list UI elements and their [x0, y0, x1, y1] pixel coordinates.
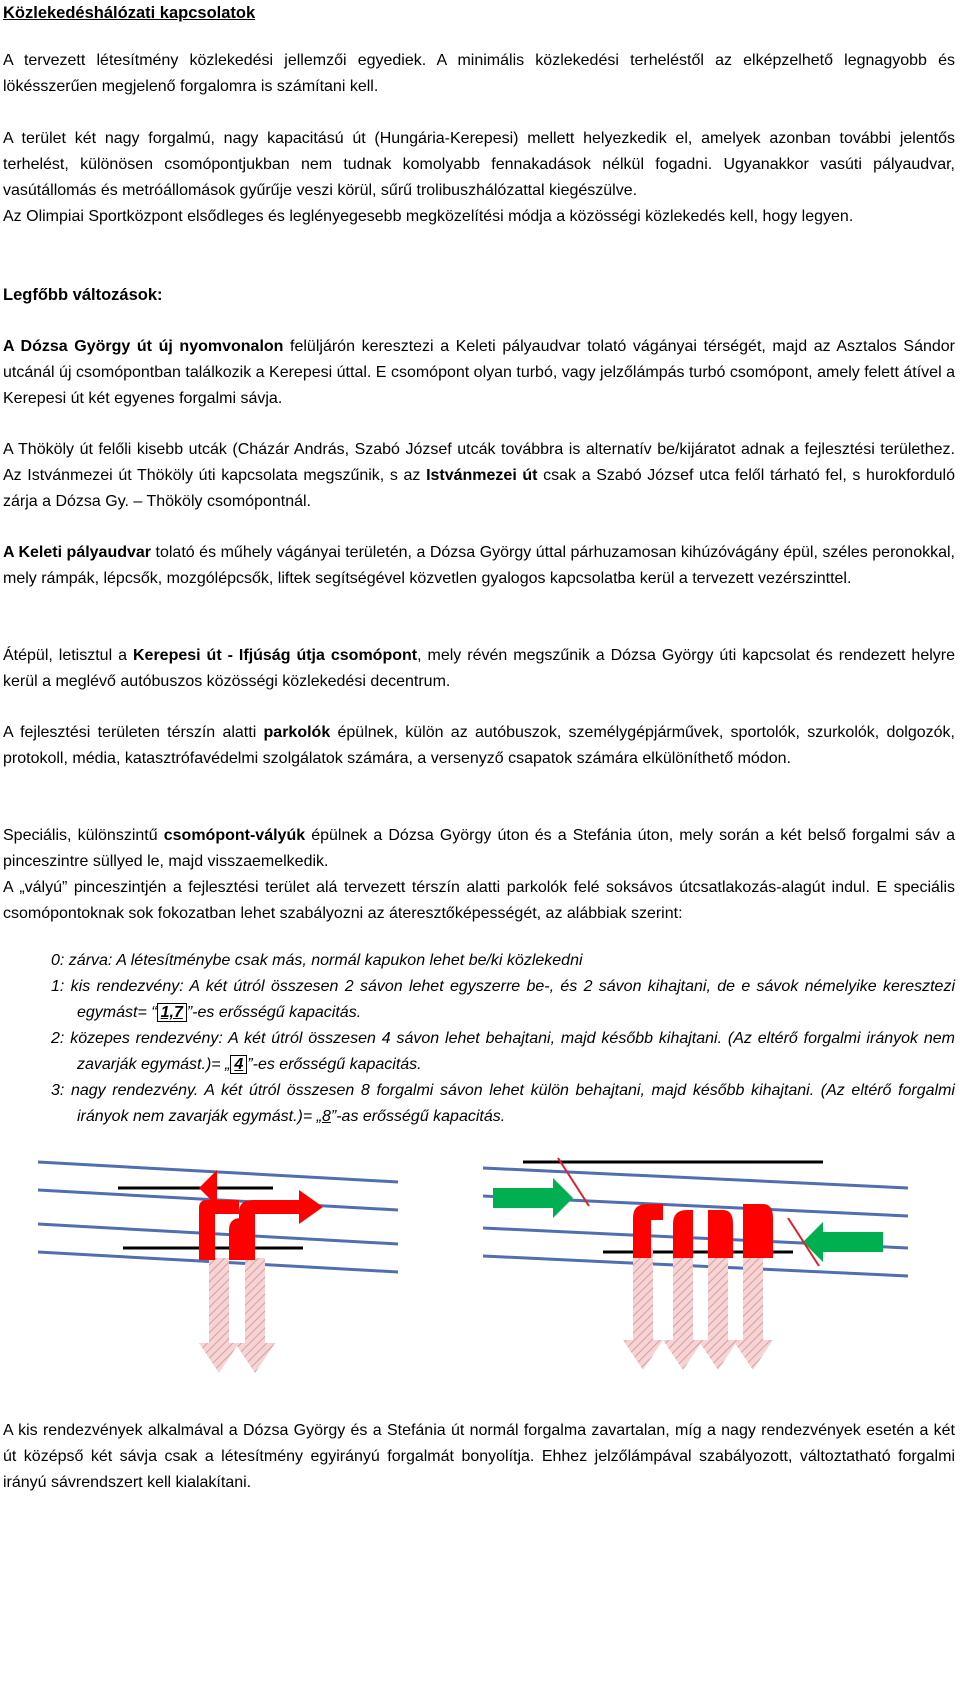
paragraph-intro — [3, 48, 955, 100]
paragraph-5-bold: Istvánmezei út — [426, 467, 538, 484]
list-item — [51, 974, 955, 1026]
paragraph-thokoly — [3, 437, 955, 515]
paragraph-7-bold: Kerepesi út - Ifjúság útja csomópont — [132, 647, 418, 664]
paragraph-5 — [3, 437, 955, 515]
paragraph-9-bold: csomópont-vályúk — [163, 827, 306, 844]
list-item — [51, 1078, 955, 1130]
paragraph-5-text-a: A Thököly út felőli kisebb utcák (Cházár András, Szabó József utcák továbbra is alternatív be/kijáratot adnak a fejlesztési területhez. Az Istvánmezei út Thököly úti kapcsolata megszűnik, s az — [3, 441, 955, 484]
paragraph-9-text-b: épülnek a Dózsa György úton és a Stefánia úton, mely során a két belső forgalmi sáv a pinceszintre süllyed le, majd visszaemelkedik. — [3, 827, 956, 870]
paragraph-9-text-a: Speciális, különszintű — [3, 827, 164, 844]
capacity-suffix: ”-as erősségű kapacitás. — [330, 1108, 506, 1125]
capacity-level-text: kis rendezvény: A két útról összesen 2 sávon lehet egyszerre be-, és 2 sávon kihajtani, de e sávok némelyike keresztezi egymást= “ — [70, 978, 955, 1021]
paragraph-6-text: tolató és műhely vágányai területén, a Dózsa György úttal párhuzamosan kihúzóvágány épül, széles peronokkal, mely rámpák, lépcsők, mozgólépcsők, liftek segítségével közvetlen gyalogos kapcsolatba kerül a tervezett vezérszinttel. — [3, 544, 956, 587]
traffic-lane-diagrams — [3, 1148, 955, 1378]
paragraph-10: A „vályú” pinceszintjén a fejlesztési terület alá tervezett térszín alatti parkolók felé soksávos útcsatlakozás-alagút indul. E speciális csomópontoknak sok fokozatban lehet szabályozni az áteresztőképességét, az alábbiak szerint: — [3, 879, 955, 922]
paragraph-kerepesi — [3, 643, 955, 695]
paragraph-dozsa — [3, 334, 955, 412]
red-arrows-right — [633, 1204, 773, 1258]
paragraph-parking — [3, 720, 955, 772]
capacity-level-number: 3: — [51, 1082, 65, 1099]
paragraph-closing — [3, 1418, 955, 1496]
capacity-level-number: 1: — [51, 978, 65, 995]
list-item — [51, 948, 955, 974]
paragraph-1: A tervezett létesítmény közlekedési jellemzői egyediek. A minimális közlekedési terheléstől az elképzelhető legnagyobb és lökésszerűen megjelenő forgalomra is számítani kell. — [3, 52, 955, 95]
diagram-small-event — [38, 1162, 398, 1373]
paragraph-4 — [3, 334, 955, 412]
paragraph-group-area — [3, 126, 955, 230]
capacity-value: 4 — [230, 1055, 247, 1074]
capacity-level-text: zárva: A létesítménybe csak más, normál kapukon lehet be/ki közlekedni — [68, 952, 583, 969]
paragraph-4-text: felüljárón keresztezi a Keleti pályaudvar tolató vágányai térségét, majd az Asztalos Sándor utcánál új csomópontban találkozik a Kerepesi úttal. E csomópont olyan turbó, vagy jelzőlámpás turbó csomópont, amely felett átível a Kerepesi út két egyenes forgalmi sávja. — [3, 338, 955, 407]
diagram-large-event — [483, 1158, 908, 1370]
page-title: Közlekedéshálózati kapcsolatok — [3, 4, 256, 22]
capacity-level-text: közepes rendezvény: A két útról összesen 4 sávon lehet behajtani, majd később kihajtani. (Az eltérő forgalmi irányok nem zavarják egymást.)= „ — [70, 1030, 955, 1073]
changes-heading-block — [3, 283, 955, 307]
paragraph-4-bold: A Dózsa György út új nyomvonalon — [3, 338, 284, 355]
road-lanes-right — [483, 1168, 908, 1276]
paragraph-8-text-a: A fejlesztési területen térszín alatti — [3, 724, 264, 741]
section-subheading: Legfőbb változások: — [3, 286, 163, 304]
capacity-level-number: 0: — [51, 952, 65, 969]
paragraph-6 — [3, 540, 955, 592]
capacity-list — [51, 948, 955, 1130]
paragraph-8-text-b: épülnek, külön az autóbuszok, személygépjárművek, sportolók, szurkolók, dolgozók, protokoll, média, katasztrófavédelmi szolgálatok számára, a versenyző csapatok számára elkülöníthető módon. — [3, 724, 956, 767]
list-item — [51, 1026, 955, 1078]
paragraph-6-bold: A Keleti pályaudvar — [3, 544, 152, 561]
paragraph-8-bold: parkolók — [263, 724, 331, 741]
capacity-value: 1,7 — [157, 1003, 187, 1022]
capacity-value: 8 — [321, 1108, 331, 1125]
paragraph-9 — [3, 823, 955, 875]
paragraph-7 — [3, 643, 955, 695]
paragraph-5-text-b: csak a Szabó József utca felől tárható fel, s hurokforduló zárja a Dózsa Gy. – Thököly csomópontnál. — [3, 467, 955, 510]
road-lanes-left — [38, 1162, 398, 1272]
paragraph-keleti — [3, 540, 955, 592]
paragraph-3: Az Olimpiai Sportközpont elsődleges és leglényegesebb megközelítési módja a közösségi közlekedés kell, hogy legyen. — [3, 208, 854, 225]
paragraph-8 — [3, 720, 955, 772]
paragraph-7-text-a: Átépül, letisztul a — [3, 647, 133, 664]
paragraph-7-text-b: , mely révén megszűnik a Dózsa György úti kapcsolat és rendezett helyre kerül a meglévő autóbuszos közösségi közlekedési decentrum. — [3, 647, 955, 690]
capacity-level-number: 2: — [51, 1030, 65, 1047]
paragraph-11: A kis rendezvények alkalmával a Dózsa György és a Stefánia út normál forgalma zavartalan, míg a nagy rendezvények esetén a két út középső két sávja csak a létesítmény egyirányú forgalmát bonyolítja. Ehhez jelzőlámpával szabályozott, változtatható forgalmi irányú sávrendszert kell kialakítani. — [3, 1422, 955, 1491]
capacity-level-text: nagy rendezvény. A két útról összesen 8 forgalmi sávon lehet külön behajtani, majd később kihajtani. (Az eltérő forgalmi irányok nem zavarják egymást.)= „ — [70, 1082, 955, 1125]
hatched-arrows-left — [199, 1258, 275, 1373]
capacity-suffix: ”-es erősségű kapacitás. — [247, 1056, 422, 1073]
capacity-suffix: ”-es erősségű kapacitás. — [186, 1004, 362, 1021]
paragraph-2: A terület két nagy forgalmú, nagy kapacitású út (Hungária-Kerepesi) mellett helyezkedik el, amelyek azonban további jelentős terhelést, különösen csomópontjukban nem tudnak komolyabb fennakadások nélkül fogadni. Ugyanakkor vasúti pályaudvar, vasútállomás és metróállomások gyűrűje veszi körül, sűrű trolibuszhálózattal kiegészülve. — [3, 130, 955, 199]
paragraph-troughs — [3, 823, 955, 927]
